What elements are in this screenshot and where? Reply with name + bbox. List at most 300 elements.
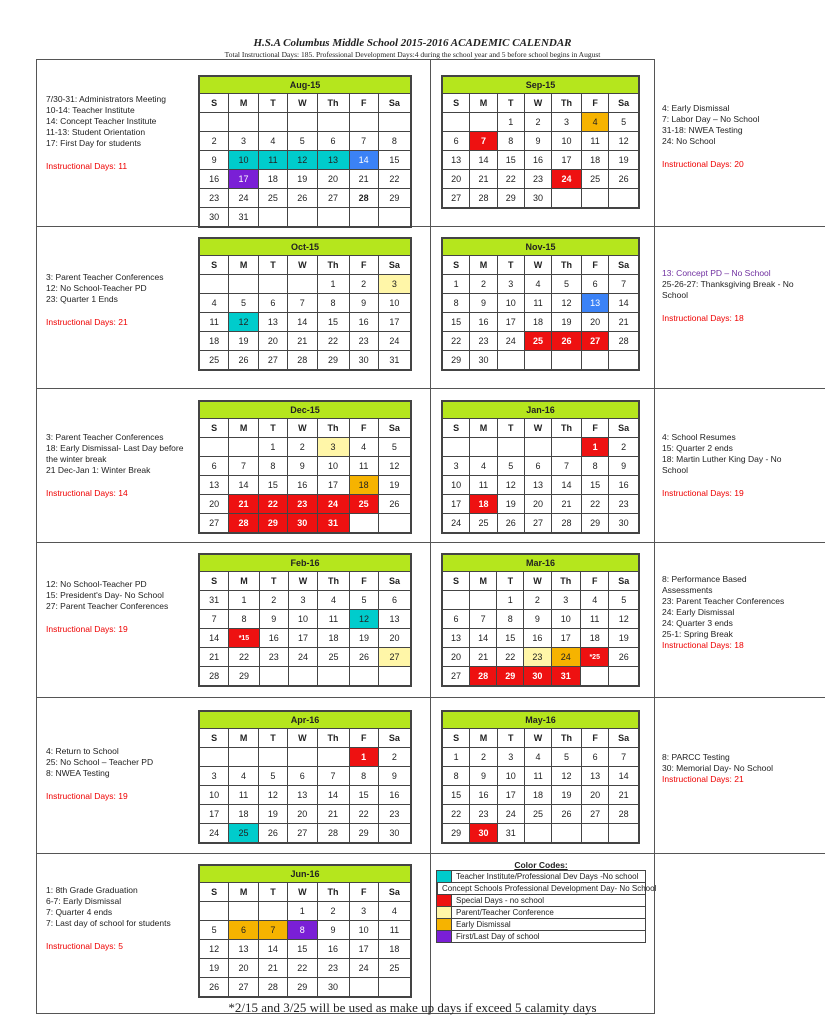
day-cell: 20 [581, 786, 608, 805]
day-cell: 4 [470, 457, 497, 476]
day-cell: 10 [552, 132, 582, 151]
day-cell: 27 [581, 805, 608, 824]
note-item: 30: Memorial Day- No School [662, 763, 774, 773]
weekday-header: Th [552, 729, 582, 748]
day-cell: 8 [229, 610, 260, 629]
legend-item [436, 919, 646, 931]
weekday-header: T [258, 256, 287, 275]
weekday-header: Th [317, 729, 349, 748]
day-cell: 8 [497, 132, 524, 151]
day-cell [288, 275, 317, 294]
day-cell: 25 [229, 824, 258, 843]
day-cell: 15 [378, 151, 410, 170]
day-cell: 22 [497, 170, 524, 189]
notes-aug [46, 94, 186, 172]
day-cell: 30 [524, 189, 551, 208]
day-cell: 16 [470, 786, 497, 805]
weekday-header: W [524, 94, 551, 113]
day-cell: 30 [470, 824, 497, 843]
day-cell: 9 [609, 457, 639, 476]
day-cell [609, 824, 639, 843]
note-item: 4: Early Dismissal [662, 103, 730, 113]
footnote: *2/15 and 3/25 will be used as make up days if exceed 5 calamity days [228, 1000, 597, 1015]
day-cell: 23 [259, 648, 288, 667]
day-cell: 5 [229, 294, 258, 313]
month-calendar-may [441, 710, 640, 844]
day-cell: 23 [524, 170, 551, 189]
day-cell: 2 [470, 748, 497, 767]
weekday-header: Th [552, 256, 582, 275]
day-cell: 30 [524, 667, 551, 686]
day-cell [258, 902, 287, 921]
weekday-header: S [443, 94, 470, 113]
day-cell: 3 [551, 591, 581, 610]
weekday-header: Sa [609, 94, 639, 113]
weekday-header: M [470, 94, 497, 113]
day-cell: 26 [378, 495, 410, 514]
day-cell [524, 351, 551, 370]
day-cell: 12 [552, 767, 582, 786]
day-cell: 5 [378, 438, 410, 457]
weekday-header: M [470, 729, 497, 748]
day-cell: 17 [552, 151, 582, 170]
day-cell: 15 [443, 313, 470, 332]
day-cell: 15 [288, 940, 317, 959]
day-cell: 10 [317, 457, 349, 476]
day-cell: 2 [349, 275, 378, 294]
page-subtitle: Total Instructional Days: 185. Professional Development Days:4 during the school year and 5 before school begins in August [224, 50, 601, 59]
day-cell: 4 [524, 275, 551, 294]
weekday-header: M [470, 419, 497, 438]
weekday-header: M [229, 729, 258, 748]
day-cell: 1 [229, 591, 260, 610]
weekday-header: Th [317, 883, 349, 902]
month-name: Apr-16 [200, 712, 411, 729]
day-cell: 7 [609, 748, 639, 767]
day-cell [349, 113, 378, 132]
day-cell: 14 [258, 940, 287, 959]
note-item: 4: School Resumes [662, 432, 736, 442]
day-cell: 20 [317, 170, 349, 189]
day-cell: 26 [497, 514, 524, 533]
day-cell: 28 [609, 805, 639, 824]
day-cell: 28 [288, 351, 317, 370]
day-cell: 28 [470, 667, 497, 686]
day-cell: 15 [317, 313, 349, 332]
notes-may [662, 752, 797, 785]
note-item: 1: 8th Grade Graduation [46, 885, 138, 895]
day-cell: 4 [318, 591, 350, 610]
weekday-header: S [443, 729, 470, 748]
day-cell: 18 [349, 476, 378, 495]
day-cell: 20 [443, 648, 470, 667]
note-item: 10-14: Teacher Institute [46, 105, 135, 115]
day-cell [378, 208, 410, 227]
day-cell: 1 [497, 591, 524, 610]
day-cell: 15 [349, 786, 378, 805]
legend-swatch [437, 931, 452, 942]
note-item: 12: No School-Teacher PD [46, 579, 147, 589]
day-cell: *15 [229, 629, 260, 648]
weekday-header: T [258, 94, 287, 113]
notes-sep [662, 103, 797, 170]
day-cell: 16 [609, 476, 639, 495]
notes-feb [46, 579, 186, 635]
day-cell [258, 275, 287, 294]
day-cell: 29 [258, 514, 287, 533]
note-item: 21 Dec-Jan 1: Winter Break [46, 465, 151, 475]
weekday-header: Th [317, 419, 349, 438]
day-cell: 16 [524, 629, 551, 648]
month-name: Sep-15 [443, 77, 639, 94]
day-cell: 19 [497, 495, 524, 514]
day-cell: 12 [258, 786, 287, 805]
day-cell: 3 [200, 767, 229, 786]
day-cell: 8 [317, 294, 349, 313]
day-cell [470, 438, 497, 457]
day-cell: 14 [470, 151, 497, 170]
weekday-header: S [443, 256, 470, 275]
day-cell: 16 [288, 476, 317, 495]
day-cell: 11 [378, 921, 410, 940]
day-cell: 27 [288, 824, 317, 843]
day-cell: 30 [200, 208, 229, 227]
day-cell: 9 [200, 151, 229, 170]
day-cell: 22 [229, 648, 260, 667]
day-cell: 5 [497, 457, 524, 476]
day-cell: 15 [443, 786, 470, 805]
note-item: 7: Labor Day – No School [662, 114, 760, 124]
day-cell: 31 [551, 667, 581, 686]
notes-oct [46, 272, 186, 328]
legend-label: First/Last Day of school [456, 932, 540, 941]
legend-label: Parent/Teacher Conference [456, 908, 554, 917]
day-cell: 22 [288, 959, 317, 978]
day-cell: 18 [524, 786, 551, 805]
day-cell: 13 [379, 610, 411, 629]
day-cell [378, 514, 410, 533]
notes-nov [662, 268, 797, 324]
day-cell: 17 [288, 629, 317, 648]
day-cell: 23 [524, 648, 551, 667]
day-cell: 28 [200, 667, 229, 686]
day-cell: 14 [470, 629, 497, 648]
day-cell [609, 667, 639, 686]
weekday-header: Sa [378, 419, 410, 438]
weekday-header: T [258, 419, 287, 438]
day-cell: 2 [524, 591, 551, 610]
note-item: 12: No School-Teacher PD [46, 283, 147, 293]
day-cell: 26 [229, 351, 258, 370]
day-cell [288, 667, 317, 686]
day-cell: 15 [581, 476, 608, 495]
day-cell: 6 [581, 748, 608, 767]
note-item: 18: Martin Luther King Day - No School [662, 454, 782, 475]
day-cell: 3 [378, 275, 410, 294]
day-cell: 3 [497, 275, 524, 294]
day-cell: 21 [470, 648, 497, 667]
day-cell [258, 748, 287, 767]
day-cell: 14 [317, 786, 349, 805]
day-cell: 19 [378, 476, 410, 495]
weekday-header: F [581, 94, 608, 113]
weekday-header: Sa [378, 94, 410, 113]
instructional-days: Instructional Days: 21 [46, 317, 128, 327]
day-cell: 10 [288, 610, 317, 629]
note-item: 7/30-31: Administrators Meeting [46, 94, 167, 104]
legend-swatch [437, 895, 452, 906]
note-item: 8: PARCC Testing [662, 752, 730, 762]
weekday-header: F [349, 94, 378, 113]
notes-dec [46, 432, 186, 499]
day-cell: 16 [378, 786, 410, 805]
month-name: Nov-15 [443, 239, 639, 256]
legend-label: Special Days - no school [456, 896, 545, 905]
day-cell [229, 113, 258, 132]
day-cell [524, 824, 551, 843]
day-cell: 24 [317, 495, 349, 514]
day-cell: 21 [470, 170, 497, 189]
day-cell: 10 [551, 610, 581, 629]
day-cell: 17 [497, 786, 524, 805]
day-cell: 24 [288, 648, 317, 667]
day-cell [200, 275, 229, 294]
day-cell [497, 351, 524, 370]
weekday-header: T [497, 729, 524, 748]
day-cell: 8 [378, 132, 410, 151]
month-calendar-jan [441, 400, 640, 534]
day-cell: 18 [581, 151, 608, 170]
day-cell: 29 [581, 514, 608, 533]
day-cell: 6 [443, 610, 470, 629]
day-cell: 9 [470, 294, 497, 313]
weekday-header: M [229, 419, 258, 438]
day-cell: 4 [229, 767, 258, 786]
day-cell: 10 [443, 476, 470, 495]
day-cell: 12 [349, 610, 378, 629]
day-cell [581, 667, 609, 686]
day-cell: 29 [378, 189, 410, 208]
day-cell: 3 [497, 748, 524, 767]
day-cell: 19 [200, 959, 229, 978]
weekday-header: F [349, 572, 378, 591]
day-cell [581, 351, 608, 370]
legend-item [436, 895, 646, 907]
day-cell: 29 [229, 667, 260, 686]
day-cell [552, 351, 582, 370]
day-cell [259, 667, 288, 686]
day-cell: 28 [552, 514, 582, 533]
day-cell: 6 [317, 132, 349, 151]
day-cell: 30 [349, 351, 378, 370]
day-cell: 11 [318, 610, 350, 629]
month-name: Oct-15 [200, 239, 411, 256]
day-cell [552, 438, 582, 457]
notes-mar [662, 574, 797, 651]
day-cell: 2 [609, 438, 639, 457]
day-cell: 12 [200, 940, 229, 959]
day-cell: 16 [524, 151, 551, 170]
day-cell: 8 [258, 457, 287, 476]
day-cell [317, 208, 349, 227]
weekday-header: M [229, 572, 260, 591]
weekday-header: W [288, 256, 317, 275]
day-cell: 9 [317, 921, 349, 940]
day-cell: 28 [349, 189, 378, 208]
day-cell: 23 [470, 332, 497, 351]
day-cell: 12 [288, 151, 317, 170]
day-cell: 14 [229, 476, 258, 495]
note-item: 3: Parent Teacher Conferences [46, 432, 164, 442]
day-cell: 13 [581, 767, 608, 786]
day-cell: 11 [524, 767, 551, 786]
weekday-header: W [288, 94, 317, 113]
day-cell: 29 [349, 824, 378, 843]
day-cell: *25 [581, 648, 609, 667]
day-cell: 18 [581, 629, 609, 648]
legend-label: Concept Schools Professional Development Day- No School [442, 884, 657, 893]
day-cell: 27 [443, 189, 470, 208]
day-cell: 6 [229, 921, 258, 940]
month-name: May-16 [443, 712, 639, 729]
day-cell: 12 [552, 294, 582, 313]
day-cell: 3 [552, 113, 582, 132]
weekday-header: W [288, 419, 317, 438]
day-cell: 4 [581, 591, 609, 610]
day-cell: 29 [443, 824, 470, 843]
month-name: Jun-16 [200, 866, 411, 883]
weekday-header: M [229, 94, 258, 113]
day-cell: 1 [258, 438, 287, 457]
day-cell: 9 [470, 767, 497, 786]
note-item: 18: Early Dismissal- Last Day before the winter break [46, 443, 184, 464]
day-cell: 6 [524, 457, 551, 476]
day-cell: 22 [443, 332, 470, 351]
day-cell [229, 438, 258, 457]
day-cell: 24 [200, 824, 229, 843]
day-cell: 29 [288, 978, 317, 997]
instructional-days: Instructional Days: 20 [662, 159, 744, 169]
day-cell: 27 [581, 332, 608, 351]
instructional-days: Instructional Days: 14 [46, 488, 128, 498]
day-cell: 25 [524, 332, 551, 351]
day-cell: 18 [470, 495, 497, 514]
day-cell: 14 [609, 294, 639, 313]
weekday-header: W [524, 729, 551, 748]
day-cell: 26 [609, 170, 639, 189]
note-item: 15: Quarter 2 ends [662, 443, 733, 453]
month-calendar-apr [198, 710, 412, 844]
instructional-days: Instructional Days: 18 [662, 640, 744, 650]
day-cell: 30 [288, 514, 317, 533]
weekday-header: T [258, 883, 287, 902]
day-cell: 25 [318, 648, 350, 667]
day-cell: 29 [443, 351, 470, 370]
day-cell: 24 [443, 514, 470, 533]
day-cell: 16 [349, 313, 378, 332]
day-cell: 25 [470, 514, 497, 533]
day-cell: 9 [349, 294, 378, 313]
day-cell: 31 [317, 514, 349, 533]
instructional-days: Instructional Days: 5 [46, 941, 124, 951]
day-cell: 10 [497, 294, 524, 313]
day-cell: 4 [258, 132, 287, 151]
day-cell: 22 [317, 332, 349, 351]
day-cell [470, 591, 497, 610]
day-cell [349, 208, 378, 227]
instructional-days: Instructional Days: 21 [662, 774, 744, 784]
day-cell: 16 [470, 313, 497, 332]
day-cell: 19 [288, 170, 317, 189]
day-cell [288, 208, 317, 227]
day-cell: 13 [288, 786, 317, 805]
day-cell: 10 [497, 767, 524, 786]
month-name: Jan-16 [443, 402, 639, 419]
day-cell: 17 [378, 313, 410, 332]
day-cell: 13 [524, 476, 551, 495]
day-cell: 11 [349, 457, 378, 476]
legend-swatch [437, 919, 452, 930]
day-cell: 9 [259, 610, 288, 629]
day-cell: 31 [229, 208, 258, 227]
weekday-header: Th [318, 572, 350, 591]
weekday-header: W [524, 419, 551, 438]
weekday-header: F [349, 256, 378, 275]
weekday-header: T [258, 729, 287, 748]
day-cell: 27 [379, 648, 411, 667]
day-cell: 14 [349, 151, 378, 170]
weekday-header: F [349, 419, 378, 438]
day-cell: 30 [317, 978, 349, 997]
day-cell [317, 748, 349, 767]
note-item: 7: Quarter 4 ends [46, 907, 113, 917]
weekday-header: F [349, 883, 378, 902]
day-cell: 21 [317, 805, 349, 824]
day-cell: 17 [317, 476, 349, 495]
day-cell [552, 824, 582, 843]
day-cell: 14 [552, 476, 582, 495]
day-cell: 12 [378, 457, 410, 476]
weekday-header: F [349, 729, 378, 748]
weekday-header: F [581, 419, 608, 438]
day-cell: 25 [258, 189, 287, 208]
day-cell: 11 [581, 610, 609, 629]
month-name: Feb-16 [200, 555, 411, 572]
day-cell: 5 [349, 591, 378, 610]
day-cell: 9 [524, 610, 551, 629]
day-cell: 9 [378, 767, 410, 786]
legend-label: Early Dismissal [456, 920, 511, 929]
day-cell: 11 [470, 476, 497, 495]
weekday-header: T [497, 256, 524, 275]
day-cell: 24 [551, 648, 581, 667]
day-cell: 7 [349, 132, 378, 151]
day-cell: 10 [349, 921, 378, 940]
day-cell: 7 [317, 767, 349, 786]
weekday-header: M [229, 883, 258, 902]
weekday-header: M [470, 256, 497, 275]
day-cell [229, 275, 258, 294]
day-cell: 14 [200, 629, 229, 648]
day-cell: 2 [470, 275, 497, 294]
day-cell: 15 [497, 151, 524, 170]
day-cell: 18 [258, 170, 287, 189]
weekday-header: W [524, 572, 551, 591]
day-cell: 27 [524, 514, 551, 533]
day-cell: 7 [229, 457, 258, 476]
day-cell: 3 [443, 457, 470, 476]
note-item: 24: No School [662, 136, 716, 146]
